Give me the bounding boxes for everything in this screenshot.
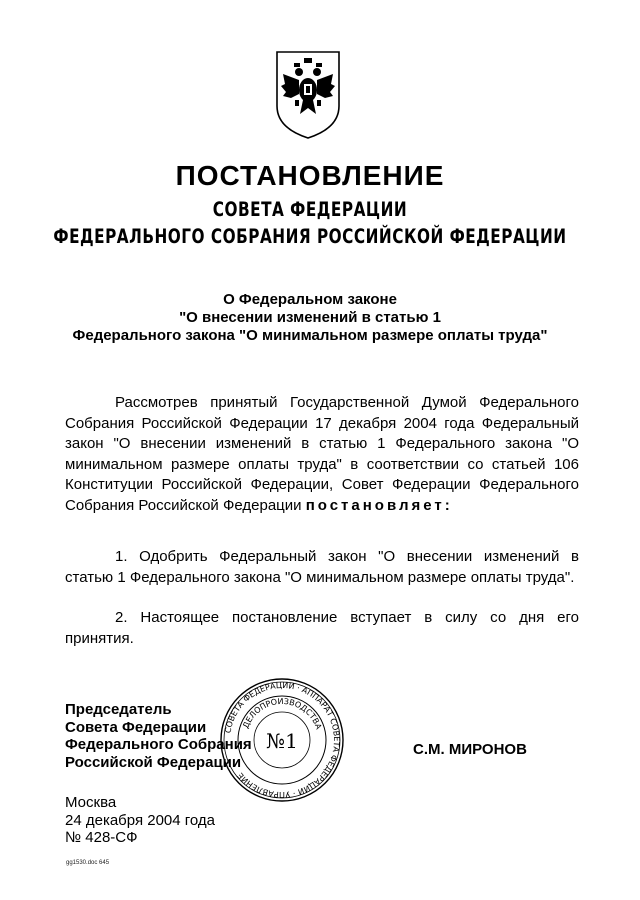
document-date: 24 декабря 2004 года xyxy=(65,811,216,829)
subject-line-1: О Федеральном законе xyxy=(223,291,397,308)
official-stamp-icon xyxy=(218,676,346,804)
file-reference: gg1530.doc 645 xyxy=(66,860,110,866)
preamble-paragraph xyxy=(65,393,579,516)
document-subject xyxy=(0,291,620,345)
coat-of-arms-emblem-icon xyxy=(273,50,343,140)
issuer-line-1: СОВЕТА ФЕДЕРАЦИИ xyxy=(212,198,408,222)
decision-word: постановляет: xyxy=(305,496,453,514)
resolution-item-1: 1. Одобрить Федеральный закон "О внесении изменений в статью 1 Федерального закона "О минимальном размере оплаты труда". xyxy=(65,548,579,586)
signatory-name: С.М. МИРОНОВ xyxy=(413,741,527,758)
subject-line-2: "О внесении изменений в статью 1 xyxy=(179,309,441,326)
place-and-date xyxy=(65,794,215,847)
signatory-line-2: Совета Федерации xyxy=(65,718,207,736)
svg-text:ДЕЛОПРОИЗВОДСТВА: ДЕЛОПРОИЗВОДСТВА xyxy=(241,696,324,731)
svg-text:СОВЕТА ФЕДЕРАЦИИ · АППАРАТ СОВ: СОВЕТА ФЕДЕРАЦИИ · АППАРАТ СОВЕТА ФЕДЕРАЦИИ · УПРАВЛЕНИЕ xyxy=(223,680,342,800)
preamble-text: Рассмотрев принятый Государственной Думой Федерального Собрания Российской Федерации 17 декабря 2004 года Федеральный закон "О внесении изменений в статью 1 Федерального закона "О минимальном размере оплаты труда" в соответствии со статьей 106 Конституции Российской Федерации, Совет Федерации Федерального Собрания Российской Федерации xyxy=(65,394,579,514)
signatory-line-3: Федерального Собрания xyxy=(65,736,252,753)
signatory-line-1: Председатель xyxy=(65,701,172,718)
svg-text:№1: №1 xyxy=(266,729,298,753)
document-title: ПОСТАНОВЛЕНИЕ xyxy=(175,160,445,191)
issuer-line-2: ФЕДЕРАЛЬНОГО СОБРАНИЯ РОССИЙСКОЙ ФЕДЕРАЦИИ xyxy=(53,225,567,249)
signatory-line-4: Российской Федерации xyxy=(65,753,242,771)
city: Москва xyxy=(65,794,117,811)
resolution-item-2: 2. Настоящее постановление вступает в силу со дня его принятия. xyxy=(65,609,579,647)
document-number: № 428-СФ xyxy=(65,829,138,846)
subject-line-3: Федерального закона "О минимальном размере оплаты труда" xyxy=(72,327,548,344)
